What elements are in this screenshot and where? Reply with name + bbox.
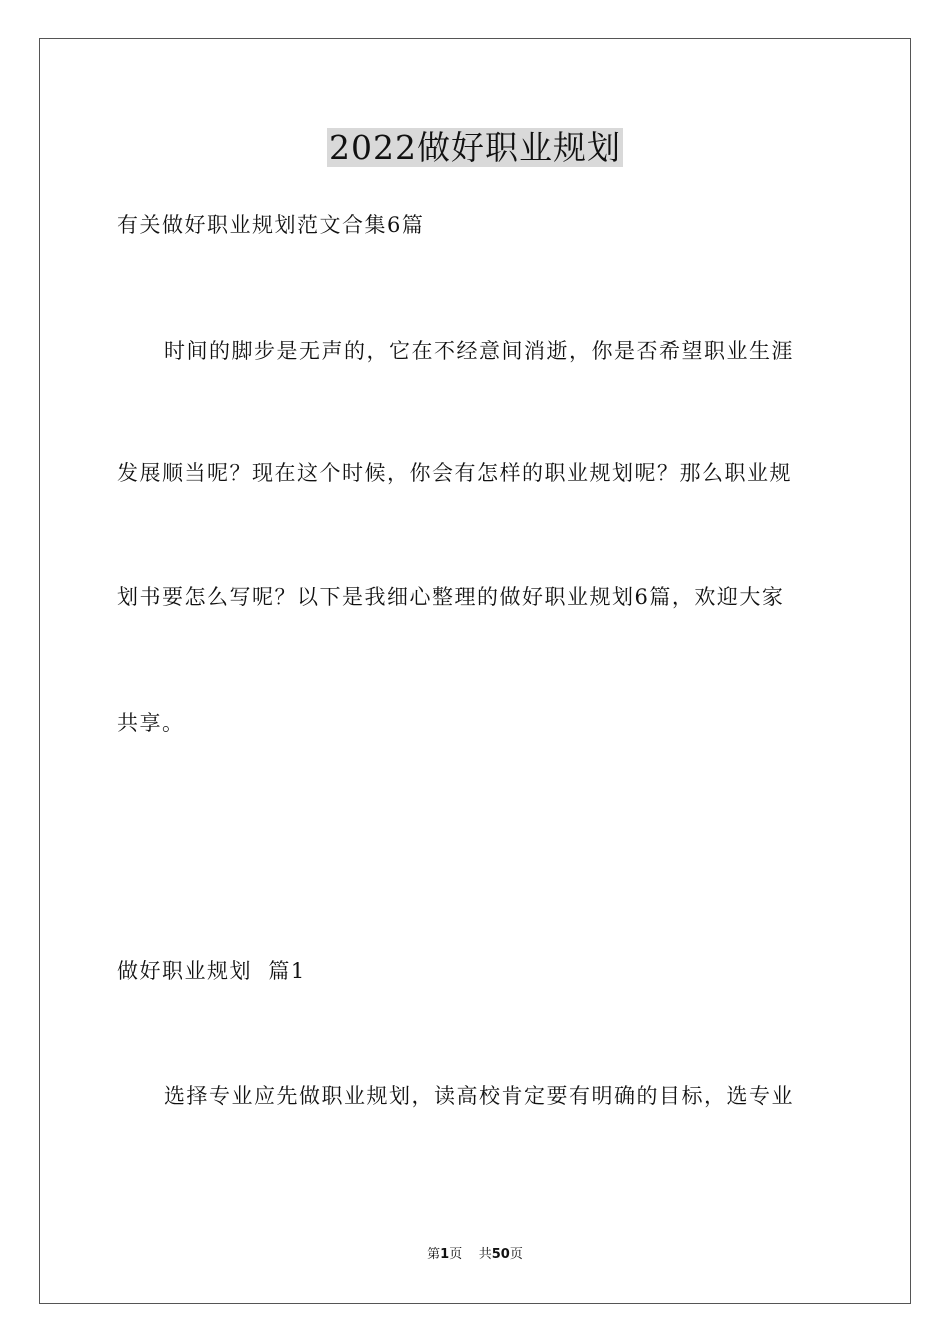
intro-line-2: 发展顺当呢？现在这个时候，你会有怎样的职业规划呢？那么职业规	[117, 461, 792, 485]
footer-page-prefix: 第	[427, 1247, 441, 1262]
intro-line-3: 划书要怎么写呢？以下是我细心整理的做好职业规划6篇，欢迎大家	[117, 585, 785, 609]
intro-line-4: 共享。	[117, 711, 185, 735]
section-heading: 做好职业规划 篇1	[117, 959, 306, 983]
document-title-text: 2022做好职业规划	[329, 128, 621, 167]
footer-page-total: 50	[491, 1247, 510, 1262]
document-title	[0, 128, 950, 168]
page-footer	[0, 1246, 950, 1264]
footer-page-current: 1	[440, 1247, 450, 1262]
footer-total-suffix: 页	[509, 1247, 523, 1262]
section-first-line: 选择专业应先做职业规划，读高校肯定要有明确的目标，选专业	[164, 1084, 794, 1108]
intro-line-1: 时间的脚步是无声的，它在不经意间消逝，你是否希望职业生涯	[164, 339, 794, 363]
document-subtitle: 有关做好职业规划范文合集6篇	[117, 213, 425, 237]
footer-page-suffix: 页 共	[449, 1247, 492, 1262]
